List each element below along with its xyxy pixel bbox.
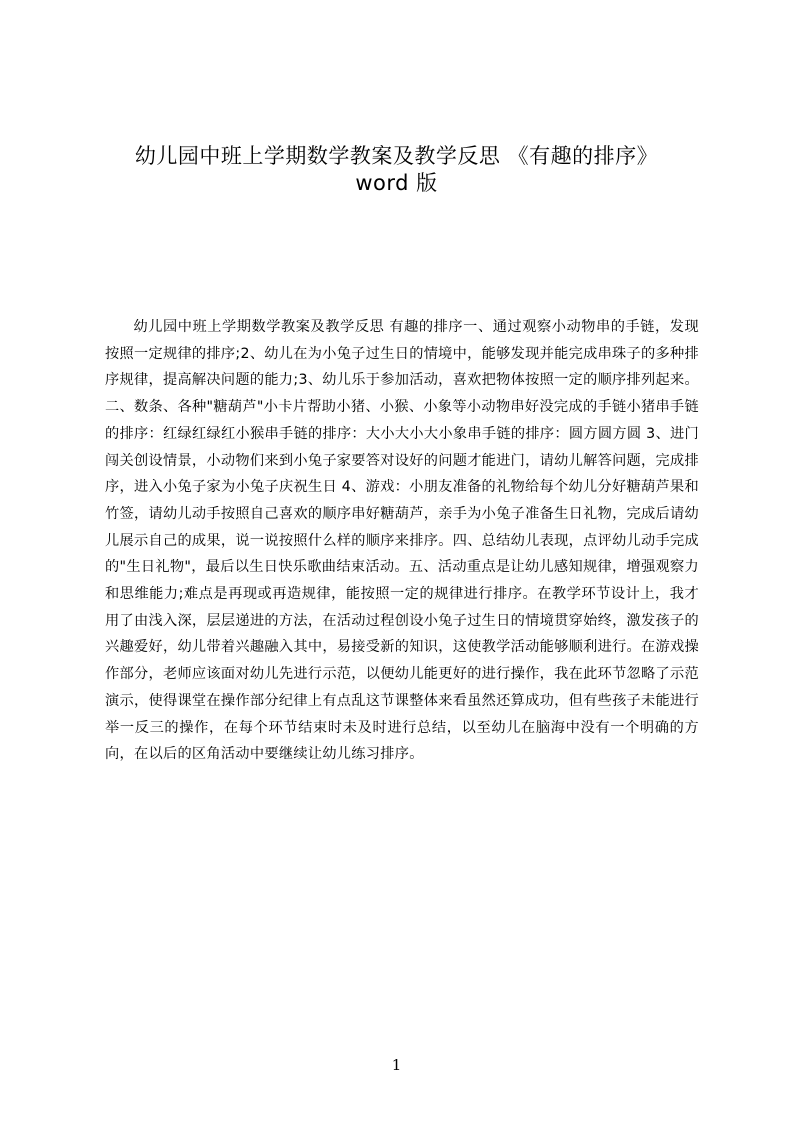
- page-number: 1: [391, 1056, 402, 1074]
- document-title: 幼儿园中班上学期数学教案及教学反思 《有趣的排序》: [134, 144, 659, 168]
- document-body: 幼儿园中班上学期数学教案及教学反思 有趣的排序一、通过观察小动物串的手链，发现按照一定规律的排序;2、幼儿在为小兔子过生日的情境中，能够发现并能完成串珠子的多种排序规律，提高解决问题的能力;3、幼儿乐于参加活动，喜欢把物体按照一定的顺序排列起来。二、数条、各种"糖葫芦"小卡片帮助小猪、小猴、小象等小动物串好没完成的手链小猪串手链的排序：红绿红绿红小猴串手链的排序：大小大小大小象串手链的排序：圆方圆方圆 3、进门闯关创设情景，小动物们来到小兔子家要答对设好的问题才能进门，请幼儿解答问题，完成排序，进入小兔子家为小兔子庆祝生日 4、游戏：小朋友准备的礼物给每个幼儿分好糖葫芦果和竹签，请幼儿动手按照自己喜欢的顺序串好糖葫芦，亲手为小兔子准备生日礼物，完成后请幼儿展示自己的成果，说一说按照什么样的顺序来排序。四、总结幼儿表现，点评幼儿动手完成的"生日礼物"，最后以生日快乐歌曲结束活动。五、活动重点是让幼儿感知规律，增强观察力和思维能力;难点是再现或再造规律，能按照一定的规律进行排序。在教学环节设计上，我才用了由浅入深，层层递进的方法，在活动过程创设小兔子过生日的情境贯穿始终，激发孩子的兴趣爱好，幼儿带着兴趣融入其中，易接受新的知识，这使教学活动能够顺利进行。在游戏操作部分，老师应该面对幼儿先进行示范，以便幼儿能更好的进行操作，我在此环节忽略了示范演示，使得课堂在操作部分纪律上有点乱这节课整体来看虽然还算成功，但有些孩子未能进行举一反三的操作，在每个环节结束时未及时进行总结，以至幼儿在脑海中没有一个明确的方向，在以后的区角活动中要继续让幼儿练习排序。: [105, 319, 699, 763]
- document-subtitle: word 版: [355, 171, 438, 195]
